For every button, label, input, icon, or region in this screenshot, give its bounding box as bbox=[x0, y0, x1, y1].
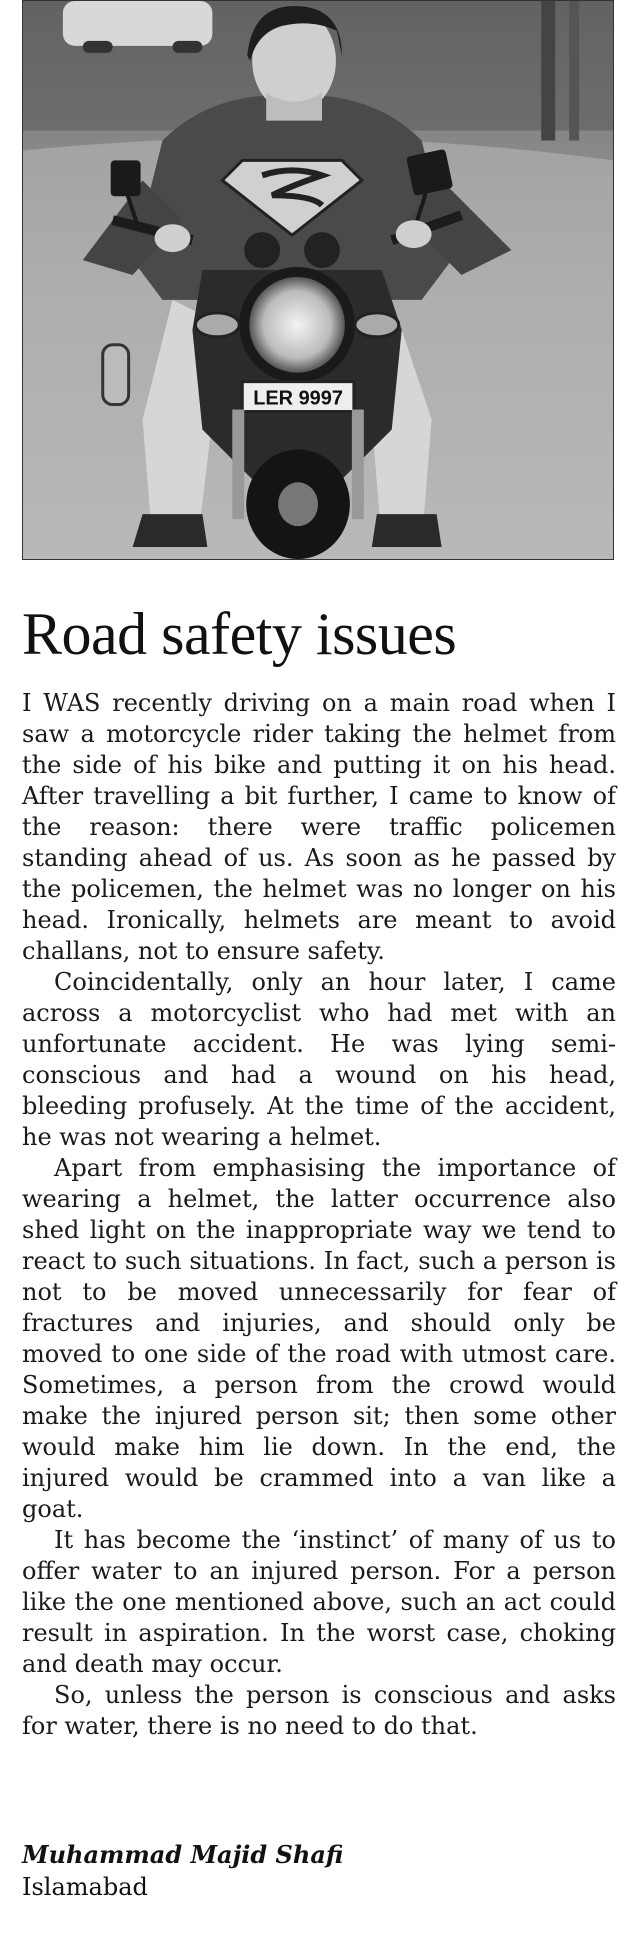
article-headline: Road safety issues bbox=[22, 601, 457, 667]
article-paragraph: Apart from emphasising the importance of wearing a helmet, the latter occurrence also shed light on the inappropriate way we tend to react to such situations. In fact, such a person is not to be moved unnecessarily for fear of fractures and injuries, and should only be moved to one side of the road with utmost care. Sometimes, a person from the crowd would make the injured person sit; then some other would make him lie down. In the end, the injured would be crammed into a van like a goat. bbox=[22, 1154, 616, 1523]
motorcyclist-illustration bbox=[23, 1, 613, 559]
signature-block bbox=[22, 1839, 616, 1903]
article-body bbox=[22, 688, 616, 1742]
article-paragraph: It has become the ‘instinct’ of many of us to offer water to an injured person. For a person like the one mentioned above, such an act could result in aspiration. In the worst case, choking and death may occur. bbox=[22, 1526, 616, 1678]
article-paragraph: So, unless the person is conscious and asks for water, there is no need to do that. bbox=[22, 1681, 616, 1740]
author-name: Muhammad Majid Shafi bbox=[22, 1840, 344, 1869]
motorcyclist-photo bbox=[22, 0, 614, 560]
article-paragraph: Coincidentally, only an hour later, I came across a motorcyclist who had met with an unfortunate accident. He was lying semi-conscious and had a wound on his head, bleeding profusely. At the time of the accident, he was not wearing a helmet. bbox=[22, 968, 616, 1151]
author-city: Islamabad bbox=[22, 1873, 148, 1901]
article-paragraph: I WAS recently driving on a main road when I saw a motorcycle rider taking the helmet from the side of his bike and putting it on his head. After travelling a bit further, I came to know of the reason: there were traffic policemen standing ahead of us. As soon as he passed by the policemen, the helmet was no longer on his head. Ironically, helmets are meant to avoid challans, not to ensure safety. bbox=[22, 689, 616, 965]
license-plate-text: LER 9997 bbox=[253, 387, 343, 410]
